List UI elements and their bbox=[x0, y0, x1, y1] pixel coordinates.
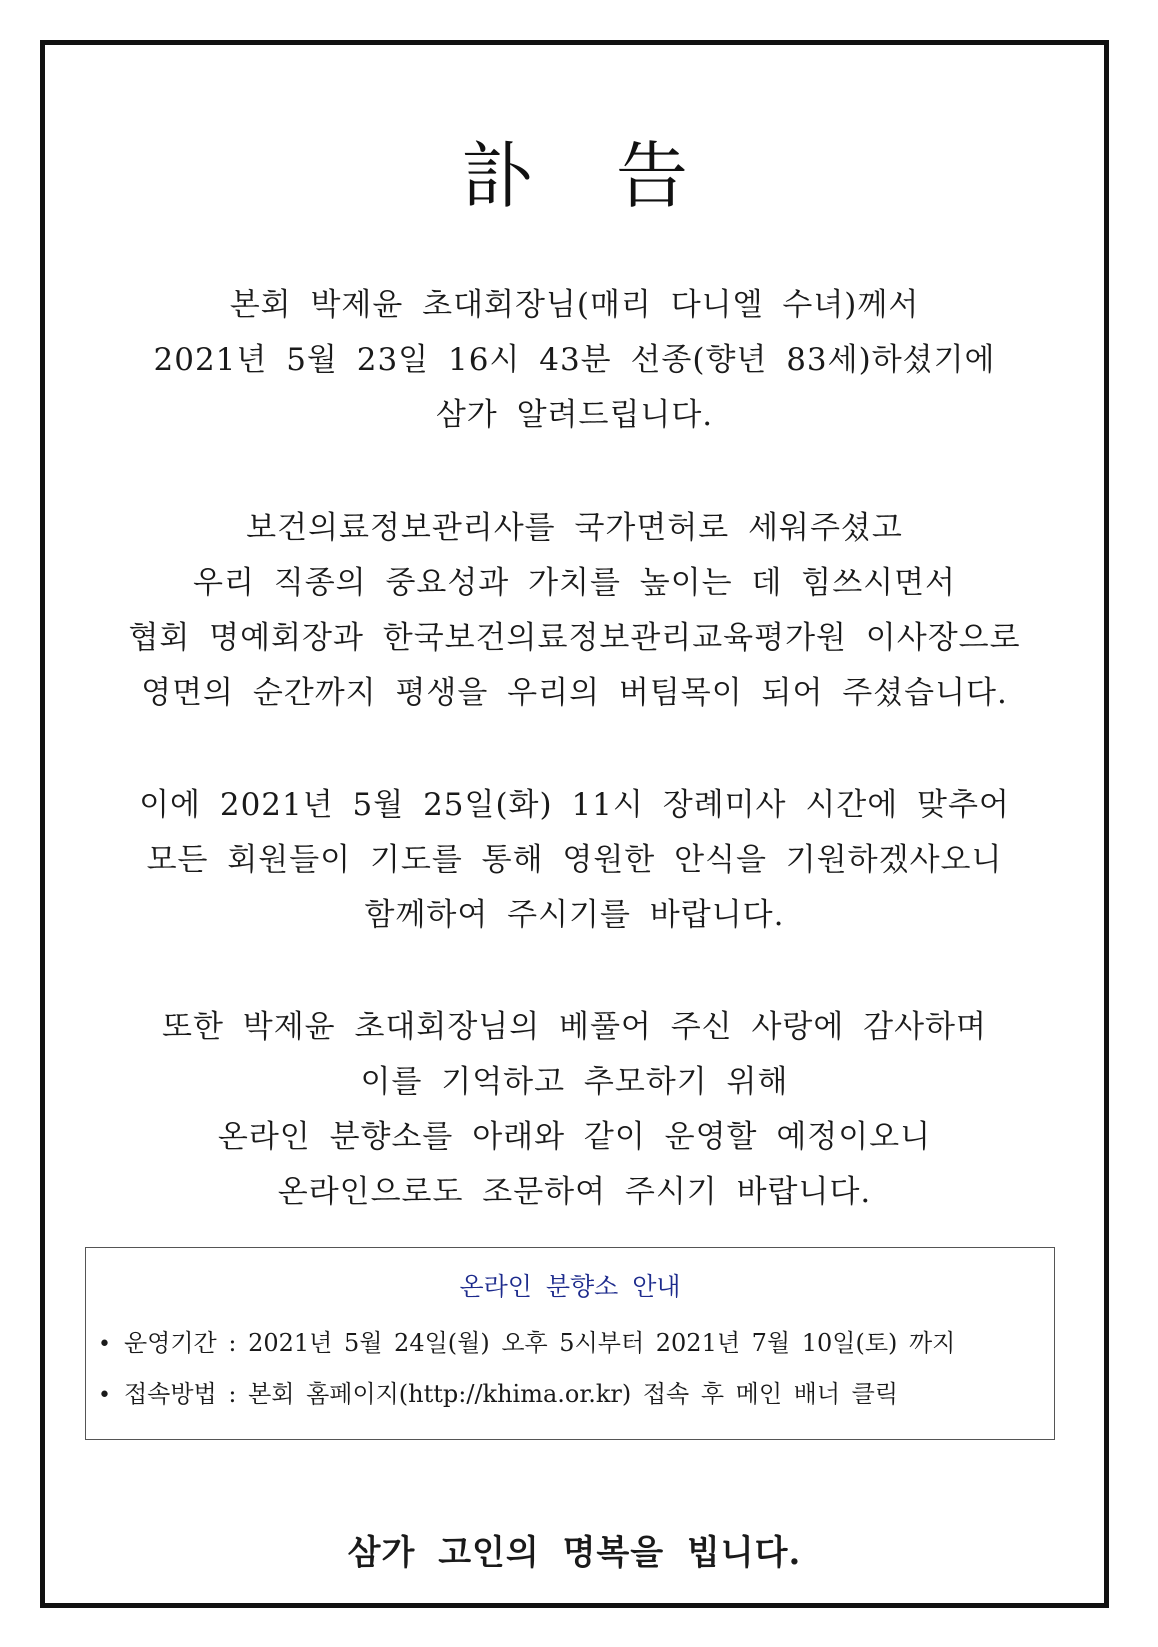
announcement-paragraph bbox=[45, 278, 1104, 443]
notice-frame bbox=[40, 40, 1109, 1608]
paragraph-line: 협회 명예회장과 한국보건의료정보관리교육평가원 이사장으로 bbox=[128, 620, 1021, 656]
online-memorial-info-box bbox=[85, 1247, 1055, 1440]
online-memorial-paragraph bbox=[45, 1000, 1104, 1220]
paragraph-line: 함께하여 주시기를 바랍니다. bbox=[364, 897, 785, 933]
paragraph-line: 이를 기억하고 추모하기 위해 bbox=[360, 1064, 789, 1100]
notice-title: 訃 告 bbox=[461, 134, 718, 218]
bullet-icon: • bbox=[98, 1332, 111, 1357]
info-item-access bbox=[98, 1379, 898, 1411]
paragraph-line: 또한 박제윤 초대회장님의 베풀어 주신 사랑에 감사하며 bbox=[162, 1009, 987, 1045]
closing-condolence: 삼가 고인의 명복을 빕니다. bbox=[347, 1533, 802, 1573]
paragraph-line: 본회 박제윤 초대회장님(매리 다니엘 수녀)께서 bbox=[229, 287, 920, 323]
paragraph-line: 보건의료정보관리사를 국가면허로 세워주셨고 bbox=[246, 510, 903, 546]
paragraph-line: 영면의 순간까지 평생을 우리의 버팀목이 되어 주셨습니다. bbox=[141, 675, 1008, 711]
paragraph-line: 삼가 알려드립니다. bbox=[435, 397, 714, 433]
paragraph-line: 우리 직종의 중요성과 가치를 높이는 데 힘쓰시면서 bbox=[193, 565, 956, 601]
tribute-paragraph bbox=[45, 501, 1104, 721]
info-item-text: 운영기간 : 2021년 5월 24일(월) 오후 5시부터 2021년 7월 10일(토) 까지 bbox=[124, 1329, 956, 1357]
paragraph-line: 온라인 분향소를 아래와 같이 운영할 예정이오니 bbox=[217, 1119, 932, 1155]
paragraph-line: 온라인으로도 조문하여 주시기 바랍니다. bbox=[277, 1174, 872, 1210]
paragraph-line: 이에 2021년 5월 25일(화) 11시 장례미사 시간에 맞추어 bbox=[139, 787, 1010, 823]
bullet-icon: • bbox=[98, 1383, 111, 1408]
paragraph-line: 모든 회원들이 기도를 통해 영원한 안식을 기원하겠사오니 bbox=[146, 842, 1003, 878]
info-box-title: 온라인 분향소 안내 bbox=[459, 1272, 681, 1301]
paragraph-line: 2021년 5월 23일 16시 43분 선종(향년 83세)하셨기에 bbox=[153, 342, 996, 378]
info-item-period bbox=[98, 1328, 955, 1360]
info-item-text: 접속방법 : 본회 홈페이지(http://khima.or.kr) 접속 후 메인 배너 클릭 bbox=[124, 1380, 899, 1408]
funeral-mass-paragraph bbox=[45, 778, 1104, 943]
